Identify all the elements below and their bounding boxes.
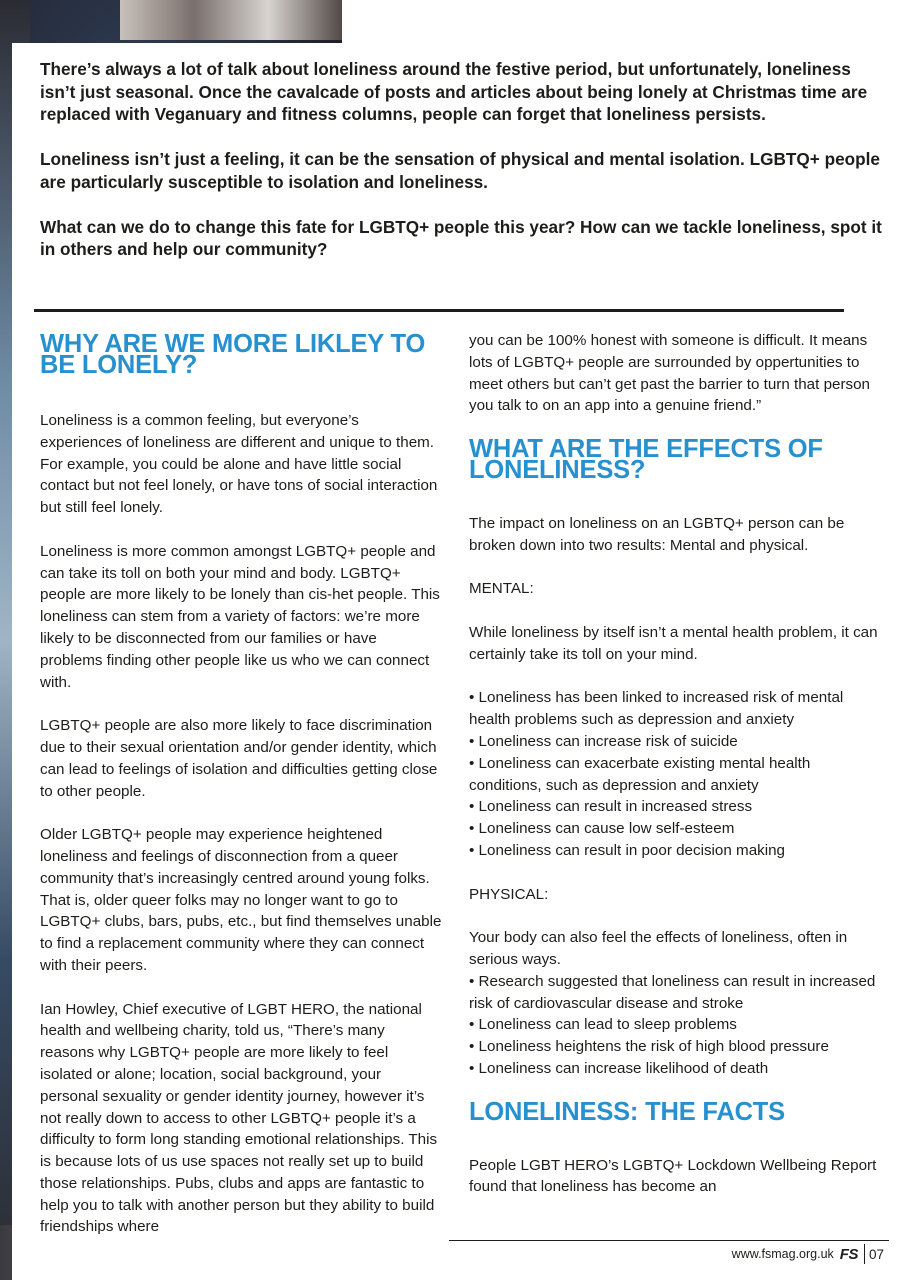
- right-column: [469, 330, 879, 1220]
- section-heading-why: WHY ARE WE MORE LIKLEY TO BE LONELY?: [40, 330, 426, 379]
- body-paragraph: Ian Howley, Chief executive of LGBT HERO, the national health and wellbeing charity, told us, “There’s many reasons why LGBTQ+ people are more likely to feel isolated or alone; location, social background, your personal sexuality or gender identity journey, however it’s not really down to access to other LGBTQ+ people it’s a difficulty to form long standing emotional relationships. This is because lots of us use spaces not really set up to build those relationships. Pubs, clubs and apps are fantastic to help you to talk with another person but they ability to build friendships where: [40, 1000, 438, 1236]
- section-heading-facts: LONELINESS: THE FACTS: [469, 1097, 785, 1126]
- list-item: • Loneliness can increase likelihood of death: [469, 1058, 879, 1080]
- list-item: • Loneliness can result in increased stress: [469, 796, 879, 818]
- mental-effects-list: [469, 687, 879, 861]
- left-column: [40, 330, 442, 1260]
- photo-detail: [120, 0, 342, 40]
- intro-text: [40, 58, 885, 283]
- list-item: • Loneliness can lead to sleep problems: [469, 1014, 879, 1036]
- page-number: 07: [868, 1246, 884, 1262]
- body-paragraph: Your body can also feel the effects of loneliness, often in serious ways.: [469, 929, 848, 968]
- list-item: • Loneliness can result in poor decision making: [469, 840, 879, 862]
- list-item: • Loneliness can exacerbate existing mental health conditions, such as depression and anxiety: [469, 753, 879, 797]
- body-paragraph: Loneliness is more common amongst LGBTQ+ people and can take its toll on both your mind and body. LGBTQ+ people are more likely to be lonely than cis-het people. This loneliness can stem from a variety of factors: we’re more likely to be disconnected from our families or have problems finding other people like us who we can connect with.: [40, 542, 440, 691]
- body-paragraph: People LGBT HERO’s LGBTQ+ Lockdown Wellbeing Report found that loneliness has become an: [469, 1156, 877, 1196]
- footer-separator: [864, 1244, 865, 1264]
- body-paragraph: Loneliness is a common feeling, but everyone’s experiences of loneliness are different and unique to them. For example, you could be alone and have little social contact but not feel lonely, or have tons of social interaction but still feel lonely.: [40, 412, 438, 517]
- list-item: • Loneliness can cause low self-esteem: [469, 818, 879, 840]
- list-item: • Loneliness heightens the risk of high blood pressure: [469, 1036, 879, 1058]
- intro-paragraph: What can we do to change this fate for LGBTQ+ people this year? How can we tackle loneliness, spot it in others and help our community?: [40, 216, 882, 259]
- body-paragraph: you can be 100% honest with someone is difficult. It means lots of LGBTQ+ people are surrounded by oppertunities to meet others but can’t get past the barrier to turn that person you talk to on an app into a genuine friend.”: [469, 332, 871, 415]
- footer-url[interactable]: www.fsmag.org.uk: [731, 1247, 834, 1261]
- body-paragraph: The impact on loneliness on an LGBTQ+ person can be broken down into two results: Mental and physical.: [469, 514, 845, 554]
- magazine-logo: FS: [839, 1245, 858, 1263]
- subheading-mental: MENTAL:: [469, 580, 534, 598]
- physical-effects-list: [469, 971, 879, 1080]
- page-footer: [732, 1243, 884, 1265]
- body-paragraph: LGBTQ+ people are also more likely to face discrimination due to their sexual orientation and/or gender identity, which can lead to feelings of isolation and difficulties getting close to other people.: [40, 717, 438, 800]
- section-heading-effects: WHAT ARE THE EFFECTS OF LONELINESS?: [469, 434, 823, 484]
- list-item: • Loneliness has been linked to increased risk of mental health problems such as depression and anxiety: [469, 687, 879, 731]
- list-item: • Loneliness can increase risk of suicide: [469, 731, 879, 753]
- subheading-physical: PHYSICAL:: [469, 885, 549, 903]
- intro-paragraph: There’s always a lot of talk about loneliness around the festive period, but unfortunately, loneliness isn’t just seasonal. Once the cavalcade of posts and articles about being lonely at Christmas time are replaced with Veganuary and fitness columns, people can forget that loneliness persists.: [40, 59, 868, 124]
- list-item: • Research suggested that loneliness can result in increased risk of cardiovascular disease and stroke: [469, 971, 879, 1015]
- body-paragraph: Older LGBTQ+ people may experience heightened loneliness and feelings of disconnection from a queer community that’s increasingly centred around young folks. That is, older queer folks may no longer want to go to LGBTQ+ clubs, bars, pubs, etc., but find themselves unable to find a replacement community where they can connect with their peers.: [40, 826, 442, 974]
- intro-paragraph: Loneliness isn’t just a feeling, it can be the sensation of physical and mental isolation. LGBTQ+ people are particularly susceptible to isolation and loneliness.: [40, 149, 880, 192]
- section-divider: [34, 309, 844, 312]
- body-paragraph: While loneliness by itself isn’t a mental health problem, it can certainly take its toll on your mind.: [469, 623, 878, 663]
- footer-divider: [449, 1240, 889, 1241]
